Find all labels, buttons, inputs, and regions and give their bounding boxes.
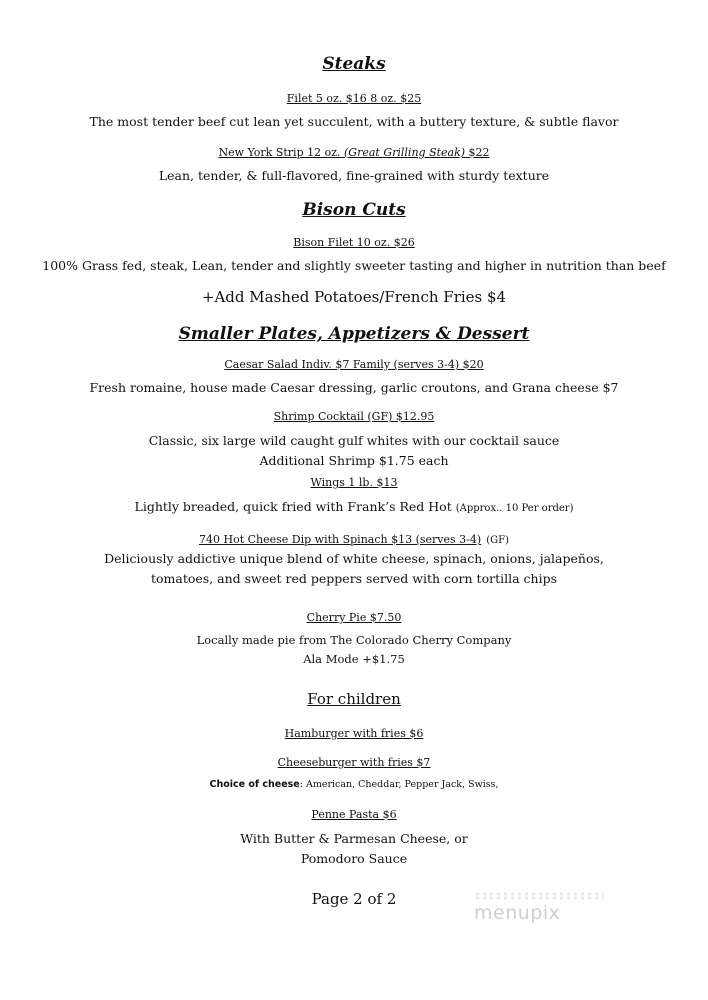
cheese-dip-description-2: tomatoes, and sweet red peppers served with corn tortilla chips xyxy=(151,571,557,586)
shrimp-description: Classic, six large wild caught gulf whites with our cocktail sauce xyxy=(148,433,560,448)
cheese-dip-description-1: Deliciously addictive unique blend of white cheese, spinach, onions, jalapeños, xyxy=(104,551,604,566)
watermark-dots xyxy=(474,892,604,900)
children-heading: For children xyxy=(307,690,401,708)
ny-strip-name: New York Strip 12 oz. xyxy=(218,146,345,159)
watermark-text: menupix xyxy=(474,902,561,924)
smaller-plates-heading: Smaller Plates, Appetizers & Dessert xyxy=(178,324,530,344)
bison-filet-item: Bison Filet 10 oz. $26 xyxy=(293,236,415,249)
bison-heading: Bison Cuts xyxy=(302,200,406,220)
wings-desc-text: Lightly breaded, quick fried with Frank’s Red Hot xyxy=(134,499,452,514)
caesar-item: Caesar Salad Indiv. $7 Family (serves 3-4) $20 xyxy=(224,358,484,371)
shrimp-additional: Additional Shrimp $1.75 each xyxy=(259,453,449,468)
cheese-dip-item xyxy=(0,528,708,547)
ny-strip-item xyxy=(0,146,708,159)
wings-description xyxy=(0,499,708,514)
bison-filet-description: 100% Grass fed, steak, Lean, tender and slightly sweeter tasting and higher in nutrition than beef xyxy=(42,258,666,273)
addon-sides: +Add Mashed Potatoes/French Fries $4 xyxy=(201,288,507,306)
cheese-choice-options: : American, Cheddar, Pepper Jack, Swiss, xyxy=(299,779,499,790)
shrimp-item: Shrimp Cocktail (GF) $12.95 xyxy=(273,410,435,423)
caesar-description: Fresh romaine, house made Caesar dressing, garlic croutons, and Grana cheese $7 xyxy=(89,380,619,395)
menupix-watermark xyxy=(474,902,560,924)
wings-note: (Approx.. 10 Per order) xyxy=(455,503,574,514)
ny-strip-note: (Great Grilling Steak) xyxy=(344,146,466,159)
filet-description: The most tender beef cut lean yet succulent, with a buttery texture, & subtle flavor xyxy=(89,114,619,129)
filet-item: Filet 5 oz. $16 8 oz. $25 xyxy=(286,92,422,105)
cheese-dip-gf: (GF) xyxy=(486,535,509,546)
cheese-dip-name: 740 Hot Cheese Dip with Spinach $13 (serves 3-4) xyxy=(199,533,482,546)
cheese-choices xyxy=(0,779,708,790)
cherry-pie-item: Cherry Pie $7.50 xyxy=(306,611,402,624)
wings-item: Wings 1 lb. $13 xyxy=(310,476,398,489)
penne-pasta-description-1: With Butter & Parmesan Cheese, or xyxy=(240,831,468,846)
ny-strip-description: Lean, tender, & full-flavored, fine-grained with sturdy texture xyxy=(158,168,550,183)
cheese-choice-label: Choice of cheese xyxy=(209,779,300,790)
cheeseburger-item: Cheeseburger with fries $7 xyxy=(277,756,431,769)
steaks-heading: Steaks xyxy=(322,54,386,74)
hamburger-item: Hamburger with fries $6 xyxy=(284,727,424,740)
penne-pasta-description-2: Pomodoro Sauce xyxy=(300,851,408,866)
cherry-pie-ala-mode: Ala Mode +$1.75 xyxy=(303,652,405,666)
penne-pasta-item: Penne Pasta $6 xyxy=(311,808,397,821)
page-number: Page 2 of 2 xyxy=(311,890,397,908)
ny-strip-price: $22 xyxy=(465,146,490,159)
cherry-pie-description: Locally made pie from The Colorado Cherry Company xyxy=(196,633,512,647)
